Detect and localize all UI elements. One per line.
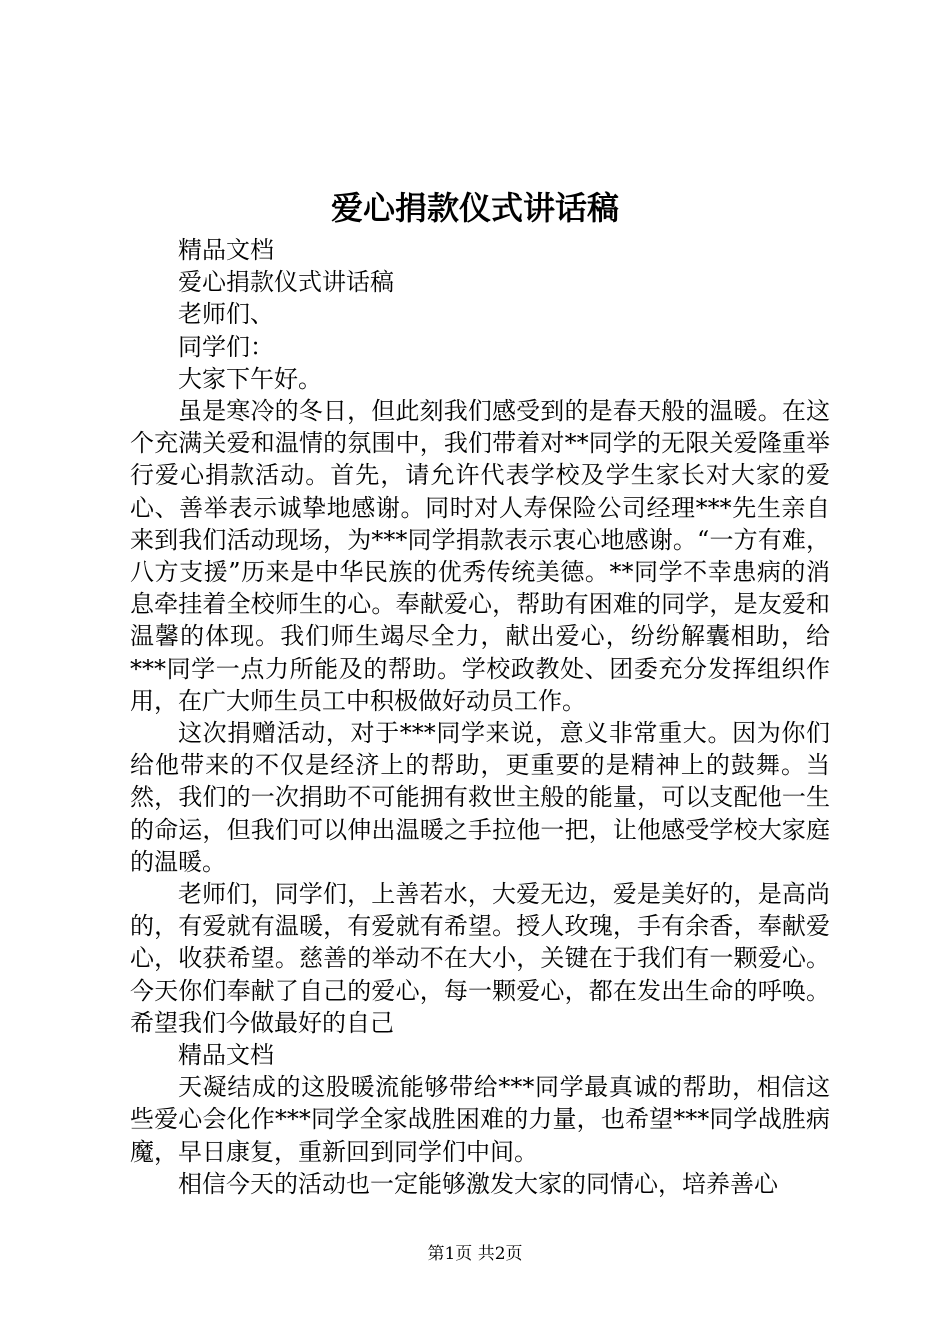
paragraph: 老师们，同学们，上善若水，大爱无边，爱是美好的，是高尚的，有爱就有温暖，有爱就有希望。授人玫瑰，手有余香，奉献爱心，收获希望。慈善的举动不在大小，关键在于我们有一颗爱心。今天你们奉献了自己的爱心，每一颗爱心，都在发出生命的呼唤。希望我们今做最好的自己 [130,880,830,1037]
paragraph: 相信今天的活动也一定能够激发大家的同情心，培养善心 [178,1169,778,1198]
document-title: 爱心捐款仪式讲话稿 [330,189,619,227]
paragraph: 大家下午好。 [178,364,322,393]
paragraph: 天凝结成的这股暖流能够带给***同学最真诚的帮助，相信这些爱心会化作***同学全家战胜困难的力量，也希望***同学战胜病魔，早日康复，重新回到同学们中间。 [130,1073,830,1166]
paragraph: 这次捐赠活动，对于***同学来说，意义非常重大。因为你们给他带来的不仅是经济上的帮助，更重要的是精神上的鼓舞。当然，我们的一次捐助不可能拥有救世主般的能量，可以支配他一生的命运，但我们可以伸出温暖之手拉他一把，让他感受学校大家庭的温暖。 [130,719,830,876]
paragraph: 精品文档 [178,236,274,264]
page-footer: 第1页 共2页 [427,1244,523,1264]
document-body [130,234,830,1200]
paragraph: 老师们、 [178,300,274,329]
paragraph: 爱心捐款仪式讲话稿 [178,268,394,297]
paragraph: 同学们： [178,332,274,361]
paragraph: 虽是寒冷的冬日，但此刻我们感受到的是春天般的温暖。在这个充满关爱和温情的氛围中，我们带着对**同学的无限关爱隆重举行爱心捐款活动。首先，请允许代表学校及学生家长对大家的爱心、善举表示诚挚地感谢。同时对人寿保险公司经理***先生亲自来到我们活动现场，为***同学捐款表示衷心地感谢。“一方有难，八方支援”历来是中华民族的优秀传统美德。**同学不幸患病的消息牵挂着全校师生的心。奉献爱心，帮助有困难的同学，是友爱和温馨的体现。我们师生竭尽全力，献出爱心，纷纷解囊相助，给***同学一点力所能及的帮助。学校政教处、团委充分发挥组织作用，在广大师生员工中积极做好动员工作。 [130,397,830,715]
paragraph: 精品文档 [178,1041,274,1070]
